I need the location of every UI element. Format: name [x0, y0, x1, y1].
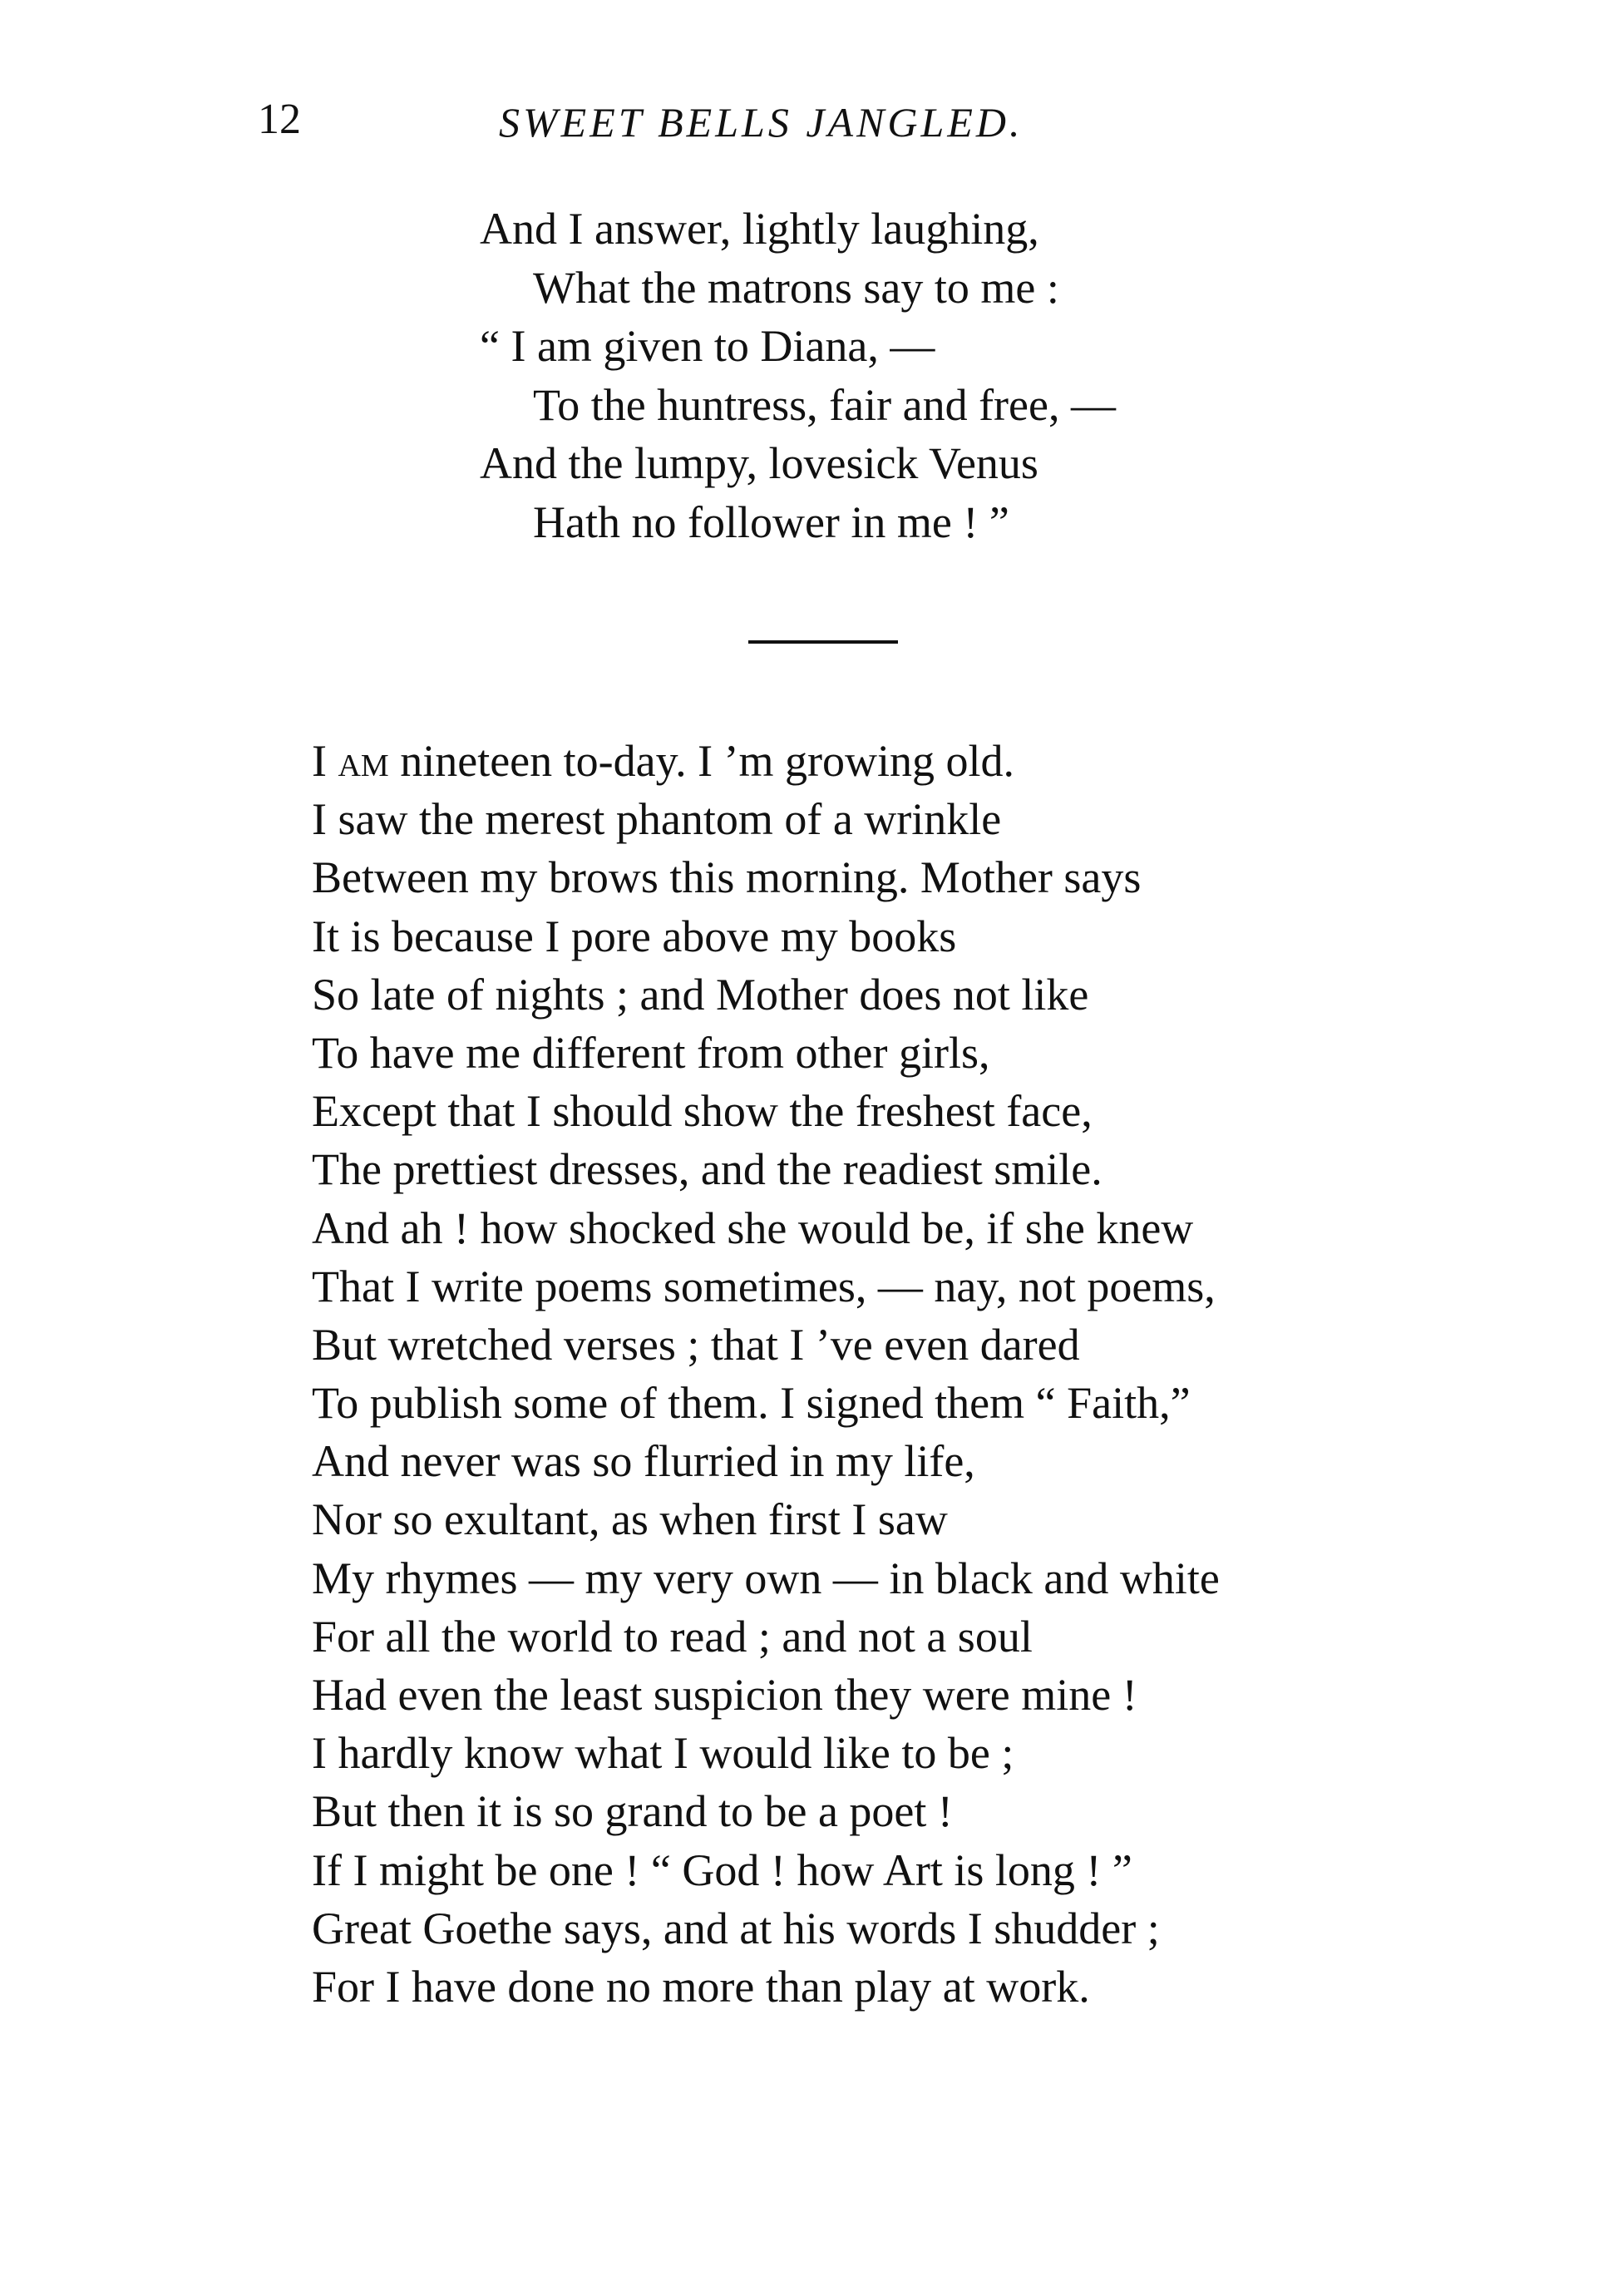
- poem-line: That I write poems sometimes, — nay, not poems,: [312, 1261, 1216, 1311]
- stanza-line: And I answer, lightly laughing,: [480, 204, 1039, 254]
- poem-line: It is because I pore above my books: [312, 911, 957, 961]
- poem-line: Except that I should show the freshest face,: [312, 1086, 1093, 1137]
- poem-line: I saw the merest phantom of a wrinkle: [312, 794, 1002, 845]
- poem-line: Great Goethe says, and at his words I shudder ;: [312, 1903, 1160, 1953]
- poem-line: To publish some of them. I signed them “ Faith,”: [312, 1378, 1191, 1429]
- poem-line: My rhymes — my very own — in black and white: [312, 1553, 1220, 1603]
- first-word-smallcaps: am: [338, 736, 389, 786]
- poem-line: If I might be one ! “ God ! how Art is long ! ”: [312, 1844, 1132, 1895]
- stanza: [480, 200, 1116, 551]
- section-divider: [748, 640, 898, 644]
- poem-line: So late of nights ; and Mother does not like: [312, 969, 1089, 1020]
- poem-line: The prettiest dresses, and the readiest smile.: [312, 1144, 1103, 1195]
- poem-line: And ah ! how shocked she would be, if she knew: [312, 1202, 1194, 1253]
- stanza-line: Hath no follower in me ! ”: [533, 496, 1009, 547]
- poem-line: I hardly know what I would like to be ;: [312, 1728, 1014, 1779]
- poem-line: But wretched verses ; that I ’ve even dared: [312, 1319, 1080, 1370]
- poem-line: Had even the least suspicion they were mine !: [312, 1670, 1137, 1720]
- running-title: SWEET BELLS JANGLED.: [499, 99, 1024, 146]
- stanza-line: What the matrons say to me :: [533, 262, 1059, 313]
- stanza-line: “ I am given to Diana, —: [480, 321, 935, 371]
- poem-line: To have me different from other girls,: [312, 1027, 990, 1078]
- poem-line: Between my brows this morning. Mother says: [312, 852, 1142, 903]
- poem-line: But then it is so grand to be a poet !: [312, 1786, 953, 1837]
- poem-line: Nor so exultant, as when first I saw: [312, 1494, 948, 1545]
- poem-first-line: [312, 732, 1220, 790]
- poem-line: For I have done no more than play at work.: [312, 1961, 1090, 2012]
- poem-line: And never was so flurried in my life,: [312, 1436, 975, 1487]
- stanza-line: To the huntress, fair and free, —: [533, 379, 1116, 430]
- first-line-rest: nineteen to-day. I ’m growing old.: [400, 736, 1015, 786]
- poem: [312, 732, 1220, 2016]
- first-word: I: [312, 736, 327, 786]
- page-number: 12: [258, 96, 301, 143]
- poem-line: For all the world to read ; and not a soul: [312, 1611, 1033, 1662]
- stanza-line: And the lumpy, lovesick Venus: [480, 438, 1038, 488]
